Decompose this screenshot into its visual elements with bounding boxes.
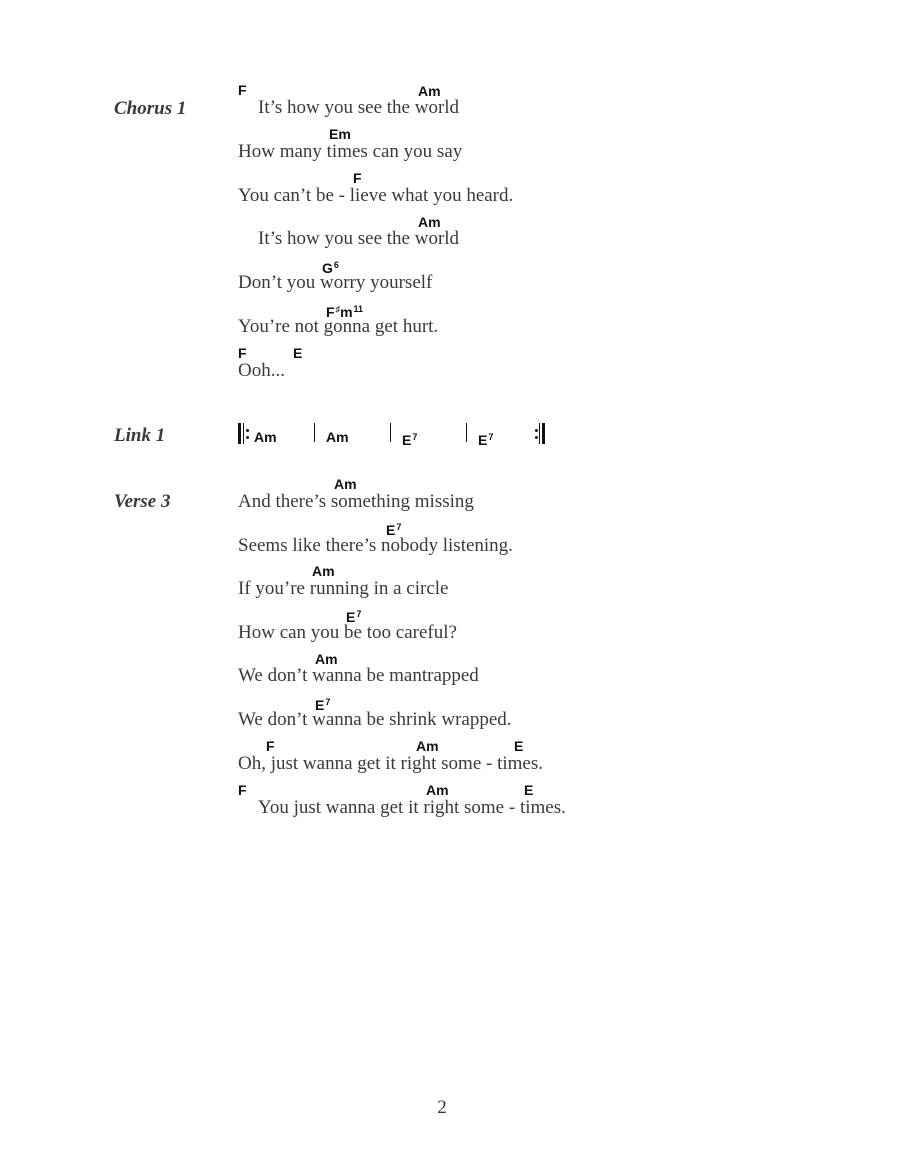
- chord: Am: [426, 782, 449, 798]
- page-number: 2: [437, 1097, 447, 1118]
- lyric-line: And there’s something missing: [238, 491, 474, 512]
- bar-line: [466, 423, 467, 442]
- chord-e7: $E^7$: [346, 609, 362, 625]
- repeat-start-thick-bar: [238, 423, 241, 444]
- bar-chord-e7: $E^7$: [402, 432, 418, 448]
- section-label-verse-3: Verse 3: [114, 491, 171, 512]
- lyric-line: It’s how you see the world: [258, 97, 460, 118]
- chord: F: [238, 82, 247, 98]
- lyric-line: Ooh...: [238, 360, 285, 381]
- chord: F: [353, 170, 362, 186]
- chord: Am: [416, 738, 439, 754]
- bar-chord: Am: [326, 429, 349, 445]
- lyric-line: We don’t wanna be mantrapped: [238, 665, 479, 686]
- chord: E: [293, 345, 303, 361]
- chord-e7: $E^7$: [315, 697, 331, 713]
- chord: Em: [329, 126, 351, 142]
- repeat-end-thick-bar: [542, 423, 545, 444]
- chord-g6: $G^6$: [322, 260, 339, 276]
- repeat-dot: [246, 429, 249, 432]
- repeat-dot: [535, 436, 538, 439]
- chord: Am: [312, 563, 335, 579]
- bar-chord-e7: $E^7$: [478, 432, 494, 448]
- repeat-dot: [246, 436, 249, 439]
- chord: Am: [418, 83, 441, 99]
- chord: Am: [418, 214, 441, 230]
- repeat-end-thin-bar: [539, 423, 540, 444]
- section-label-chorus-1: Chorus 1: [114, 98, 187, 119]
- bar-chord: Am: [254, 429, 277, 445]
- lyric-line: Seems like there’s nobody listening.: [238, 535, 513, 556]
- lyric-line: It’s how you see the world: [258, 228, 460, 249]
- chord: F: [266, 738, 275, 754]
- lyric-line: How can you be too careful?: [238, 622, 457, 643]
- repeat-start-thin-bar: [243, 423, 244, 444]
- lyric-line: Don’t you worry yourself: [238, 272, 433, 293]
- lyric-line: We don’t wanna be shrink wrapped.: [238, 709, 512, 730]
- chord: E: [514, 738, 524, 754]
- chord: F: [238, 782, 247, 798]
- chord: Am: [315, 651, 338, 667]
- lyric-line: You can’t be - lieve what you heard.: [238, 185, 514, 206]
- chord: E: [524, 782, 534, 798]
- lyric-line: How many times can you say: [238, 141, 463, 162]
- chord: Am: [334, 476, 357, 492]
- lyric-line: Oh, just wanna get it right some - times.: [238, 753, 544, 774]
- chord-fsharp-m11: $F^♯m^{11}$: [326, 304, 364, 320]
- section-label-link-1: Link 1: [114, 425, 166, 446]
- repeat-dot: [535, 429, 538, 432]
- bar-line: [390, 423, 391, 442]
- lyric-line: If you’re running in a circle: [238, 578, 449, 599]
- lyric-line: You’re not gonna get hurt.: [238, 316, 439, 337]
- chord-e7: $E^7$: [386, 522, 402, 538]
- chord: F: [238, 345, 247, 361]
- bar-line: [314, 423, 315, 442]
- lyric-line: You just wanna get it right some - times.: [258, 797, 566, 818]
